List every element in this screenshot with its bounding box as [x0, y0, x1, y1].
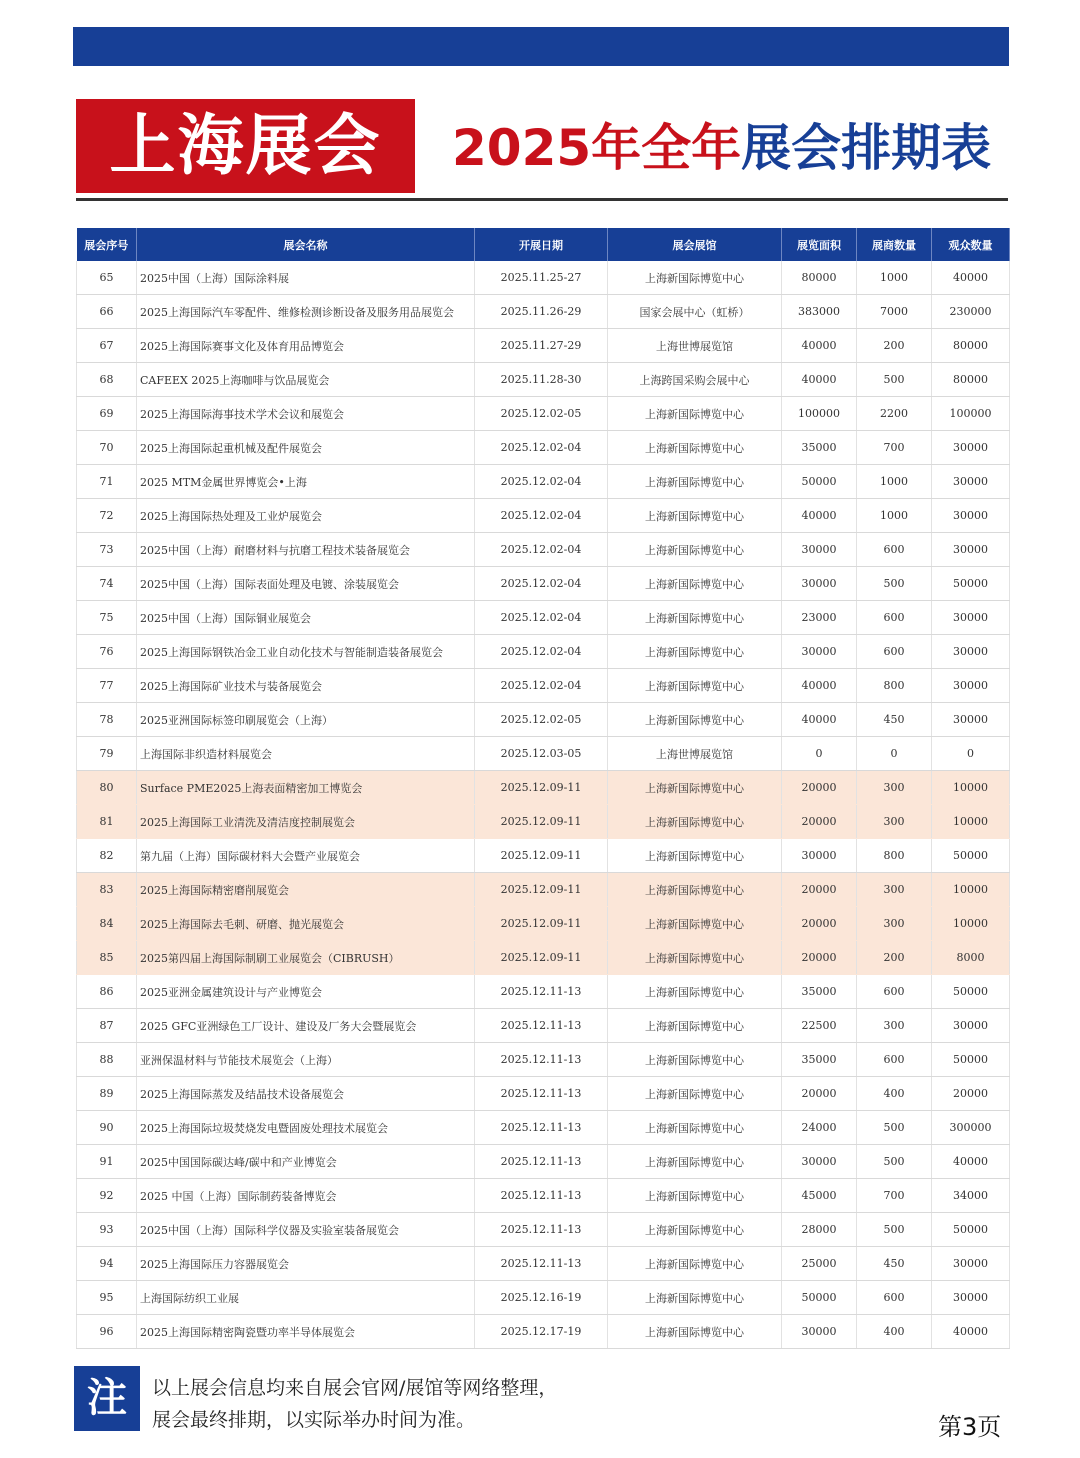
- cell-visitors: 10000: [932, 771, 1010, 805]
- cell-exhibitors: 500: [857, 567, 932, 601]
- cell-visitors: 50000: [932, 839, 1010, 873]
- cell-venue: 上海新国际博览中心: [608, 601, 782, 635]
- cell-name: 第九届（上海）国际碳材料大会暨产业展览会: [137, 839, 475, 873]
- cell-name: 2025第四届上海国际制刷工业展览会（CIBRUSH）: [137, 941, 475, 975]
- table-row: [77, 567, 1010, 601]
- note-text: [152, 1372, 557, 1436]
- cell-date: 2025.12.09-11: [475, 941, 608, 975]
- table-row: [77, 601, 1010, 635]
- cell-name: 2025 MTM金属世界博览会•上海: [137, 465, 475, 499]
- cell-venue: 上海新国际博览中心: [608, 465, 782, 499]
- cell-date: 2025.12.02-04: [475, 669, 608, 703]
- cell-visitors: 8000: [932, 941, 1010, 975]
- cell-date: 2025.12.11-13: [475, 1213, 608, 1247]
- cell-venue: 上海新国际博览中心: [608, 1213, 782, 1247]
- cell-exhibitors: 600: [857, 533, 932, 567]
- cell-no: 90: [77, 1111, 137, 1145]
- table-row: [77, 397, 1010, 431]
- cell-area: 30000: [782, 839, 857, 873]
- cell-visitors: 30000: [932, 431, 1010, 465]
- cell-area: 35000: [782, 1043, 857, 1077]
- cell-area: 20000: [782, 941, 857, 975]
- cell-area: 20000: [782, 771, 857, 805]
- cell-visitors: 50000: [932, 567, 1010, 601]
- cell-name: 2025中国（上海）国际科学仪器及实验室装备展览会: [137, 1213, 475, 1247]
- cell-no: 91: [77, 1145, 137, 1179]
- cell-name: 2025上海国际工业清洗及清洁度控制展览会: [137, 805, 475, 839]
- cell-venue: 上海新国际博览中心: [608, 1043, 782, 1077]
- cell-visitors: 50000: [932, 1043, 1010, 1077]
- cell-name: 2025上海国际压力容器展览会: [137, 1247, 475, 1281]
- cell-exhibitors: 800: [857, 669, 932, 703]
- cell-venue: 上海新国际博览中心: [608, 1111, 782, 1145]
- cell-exhibitors: 600: [857, 601, 932, 635]
- cell-name: 2025中国（上海）国际涂料展: [137, 261, 475, 295]
- cell-area: 28000: [782, 1213, 857, 1247]
- cell-no: 94: [77, 1247, 137, 1281]
- cell-venue: 上海新国际博览中心: [608, 941, 782, 975]
- cell-visitors: 40000: [932, 1145, 1010, 1179]
- col-header-venue: 展会展馆: [608, 228, 782, 261]
- cell-visitors: 100000: [932, 397, 1010, 431]
- cell-no: 68: [77, 363, 137, 397]
- cell-date: 2025.12.02-04: [475, 465, 608, 499]
- cell-name: 2025上海国际赛事文化及体育用品博览会: [137, 329, 475, 363]
- cell-venue: 上海新国际博览中心: [608, 261, 782, 295]
- cell-venue: 国家会展中心（虹桥）: [608, 295, 782, 329]
- cell-area: 50000: [782, 1281, 857, 1315]
- cell-no: 86: [77, 975, 137, 1009]
- cell-visitors: 230000: [932, 295, 1010, 329]
- cell-exhibitors: 700: [857, 1179, 932, 1213]
- col-header-date: 开展日期: [475, 228, 608, 261]
- cell-exhibitors: 600: [857, 635, 932, 669]
- cell-date: 2025.12.16-19: [475, 1281, 608, 1315]
- cell-name: 2025上海国际精密磨削展览会: [137, 873, 475, 907]
- cell-area: 22500: [782, 1009, 857, 1043]
- cell-date: 2025.12.09-11: [475, 907, 608, 941]
- table-row: [77, 1111, 1010, 1145]
- table-row: [77, 431, 1010, 465]
- table-row: [77, 1247, 1010, 1281]
- cell-no: 85: [77, 941, 137, 975]
- cell-date: 2025.12.11-13: [475, 975, 608, 1009]
- note-label: 注: [74, 1366, 140, 1431]
- cell-visitors: 30000: [932, 635, 1010, 669]
- cell-exhibitors: 800: [857, 839, 932, 873]
- exhibition-schedule-table: [76, 228, 1010, 1349]
- cell-area: 20000: [782, 805, 857, 839]
- cell-no: 74: [77, 567, 137, 601]
- cell-no: 76: [77, 635, 137, 669]
- table-row: [77, 1315, 1010, 1349]
- cell-venue: 上海新国际博览中心: [608, 907, 782, 941]
- table-row: [77, 1281, 1010, 1315]
- cell-name: 2025上海国际钢铁冶金工业自动化技术与智能制造装备展览会: [137, 635, 475, 669]
- cell-no: 84: [77, 907, 137, 941]
- col-header-exhibitors: 展商数量: [857, 228, 932, 261]
- cell-visitors: 50000: [932, 975, 1010, 1009]
- cell-exhibitors: 300: [857, 907, 932, 941]
- cell-name: 2025亚洲金属建筑设计与产业博览会: [137, 975, 475, 1009]
- cell-name: 2025 中国（上海）国际制药装备博览会: [137, 1179, 475, 1213]
- cell-no: 80: [77, 771, 137, 805]
- cell-area: 25000: [782, 1247, 857, 1281]
- cell-name: 亚洲保温材料与节能技术展览会（上海）: [137, 1043, 475, 1077]
- cell-area: 40000: [782, 363, 857, 397]
- cell-area: 30000: [782, 1315, 857, 1349]
- cell-no: 73: [77, 533, 137, 567]
- cell-no: 71: [77, 465, 137, 499]
- cell-venue: 上海新国际博览中心: [608, 635, 782, 669]
- cell-area: 23000: [782, 601, 857, 635]
- cell-visitors: 80000: [932, 363, 1010, 397]
- cell-exhibitors: 300: [857, 805, 932, 839]
- table-row: [77, 499, 1010, 533]
- cell-venue: 上海新国际博览中心: [608, 499, 782, 533]
- cell-venue: 上海新国际博览中心: [608, 567, 782, 601]
- cell-name: Surface PME2025上海表面精密加工博览会: [137, 771, 475, 805]
- cell-area: 35000: [782, 431, 857, 465]
- cell-name: 2025上海国际热处理及工业炉展览会: [137, 499, 475, 533]
- cell-no: 78: [77, 703, 137, 737]
- cell-no: 82: [77, 839, 137, 873]
- cell-date: 2025.12.02-05: [475, 397, 608, 431]
- table-row: [77, 737, 1010, 771]
- cell-area: 30000: [782, 533, 857, 567]
- table-row: [77, 1145, 1010, 1179]
- cell-exhibitors: 400: [857, 1077, 932, 1111]
- col-header-visitors: 观众数量: [932, 228, 1010, 261]
- cell-visitors: 80000: [932, 329, 1010, 363]
- cell-date: 2025.12.09-11: [475, 805, 608, 839]
- cell-exhibitors: 300: [857, 771, 932, 805]
- table-row: [77, 533, 1010, 567]
- cell-exhibitors: 500: [857, 1213, 932, 1247]
- cell-visitors: 10000: [932, 805, 1010, 839]
- note-line-1: 以上展会信息均来自展会官网/展馆等网络整理，: [152, 1377, 558, 1399]
- cell-no: 70: [77, 431, 137, 465]
- table-row: [77, 907, 1010, 941]
- cell-date: 2025.11.25-27: [475, 261, 608, 295]
- cell-visitors: 40000: [932, 261, 1010, 295]
- cell-visitors: 10000: [932, 907, 1010, 941]
- cell-no: 95: [77, 1281, 137, 1315]
- table-row: [77, 1009, 1010, 1043]
- cell-date: 2025.12.02-04: [475, 635, 608, 669]
- table-row: [77, 975, 1010, 1009]
- cell-visitors: 0: [932, 737, 1010, 771]
- cell-name: 2025上海国际起重机械及配件展览会: [137, 431, 475, 465]
- cell-exhibitors: 1000: [857, 261, 932, 295]
- cell-date: 2025.11.27-29: [475, 329, 608, 363]
- table-row: [77, 1077, 1010, 1111]
- page-number: 第3页: [938, 1413, 1002, 1441]
- cell-visitors: 30000: [932, 669, 1010, 703]
- cell-date: 2025.12.02-04: [475, 567, 608, 601]
- cell-venue: 上海跨国采购会展中心: [608, 363, 782, 397]
- table-row: [77, 635, 1010, 669]
- cell-area: 40000: [782, 499, 857, 533]
- table-row: [77, 805, 1010, 839]
- cell-exhibitors: 700: [857, 431, 932, 465]
- cell-venue: 上海新国际博览中心: [608, 1145, 782, 1179]
- cell-area: 50000: [782, 465, 857, 499]
- cell-area: 0: [782, 737, 857, 771]
- cell-date: 2025.12.02-04: [475, 499, 608, 533]
- cell-date: 2025.12.02-04: [475, 601, 608, 635]
- cell-area: 30000: [782, 635, 857, 669]
- cell-exhibitors: 200: [857, 329, 932, 363]
- cell-no: 92: [77, 1179, 137, 1213]
- table-row: [77, 1213, 1010, 1247]
- cell-date: 2025.12.11-13: [475, 1009, 608, 1043]
- cell-no: 81: [77, 805, 137, 839]
- cell-venue: 上海新国际博览中心: [608, 1009, 782, 1043]
- cell-exhibitors: 2200: [857, 397, 932, 431]
- cell-venue: 上海新国际博览中心: [608, 805, 782, 839]
- cell-date: 2025.11.28-30: [475, 363, 608, 397]
- cell-no: 67: [77, 329, 137, 363]
- cell-exhibitors: 500: [857, 363, 932, 397]
- cell-venue: 上海新国际博览中心: [608, 873, 782, 907]
- cell-area: 24000: [782, 1111, 857, 1145]
- title-year: 2025年全年: [452, 119, 742, 177]
- cell-venue: 上海新国际博览中心: [608, 1179, 782, 1213]
- table-row: [77, 703, 1010, 737]
- page-title: [452, 112, 991, 184]
- cell-area: 20000: [782, 907, 857, 941]
- cell-visitors: 30000: [932, 465, 1010, 499]
- cell-exhibitors: 300: [857, 873, 932, 907]
- cell-visitors: 30000: [932, 1281, 1010, 1315]
- cell-date: 2025.12.11-13: [475, 1043, 608, 1077]
- cell-date: 2025.12.17-19: [475, 1315, 608, 1349]
- cell-visitors: 10000: [932, 873, 1010, 907]
- cell-name: 2025亚洲国际标签印刷展览会（上海）: [137, 703, 475, 737]
- cell-area: 40000: [782, 669, 857, 703]
- cell-date: 2025.12.11-13: [475, 1145, 608, 1179]
- table-row: [77, 465, 1010, 499]
- cell-no: 93: [77, 1213, 137, 1247]
- cell-venue: 上海新国际博览中心: [608, 1077, 782, 1111]
- col-header-no: 展会序号: [77, 228, 137, 261]
- cell-visitors: 30000: [932, 703, 1010, 737]
- cell-area: 20000: [782, 873, 857, 907]
- cell-area: 80000: [782, 261, 857, 295]
- table-row: [77, 941, 1010, 975]
- cell-date: 2025.12.11-13: [475, 1077, 608, 1111]
- cell-name: 2025上海国际矿业技术与装备展览会: [137, 669, 475, 703]
- cell-venue: 上海新国际博览中心: [608, 669, 782, 703]
- cell-date: 2025.12.09-11: [475, 771, 608, 805]
- cell-area: 40000: [782, 329, 857, 363]
- cell-venue: 上海新国际博览中心: [608, 975, 782, 1009]
- cell-no: 89: [77, 1077, 137, 1111]
- cell-no: 65: [77, 261, 137, 295]
- cell-date: 2025.12.11-13: [475, 1111, 608, 1145]
- cell-visitors: 300000: [932, 1111, 1010, 1145]
- table-row: [77, 329, 1010, 363]
- cell-name: 2025中国（上海）耐磨材料与抗磨工程技术装备展览会: [137, 533, 475, 567]
- cell-name: 上海国际纺织工业展: [137, 1281, 475, 1315]
- cell-area: 100000: [782, 397, 857, 431]
- col-header-area: 展览面积: [782, 228, 857, 261]
- cell-date: 2025.11.26-29: [475, 295, 608, 329]
- cell-venue: 上海新国际博览中心: [608, 771, 782, 805]
- cell-exhibitors: 500: [857, 1111, 932, 1145]
- cell-exhibitors: 600: [857, 975, 932, 1009]
- cell-exhibitors: 400: [857, 1315, 932, 1349]
- cell-exhibitors: 600: [857, 1043, 932, 1077]
- cell-visitors: 34000: [932, 1179, 1010, 1213]
- cell-visitors: 30000: [932, 533, 1010, 567]
- cell-date: 2025.12.02-04: [475, 533, 608, 567]
- table-row: [77, 839, 1010, 873]
- cell-date: 2025.12.09-11: [475, 873, 608, 907]
- col-header-name: 展会名称: [137, 228, 475, 261]
- cell-exhibitors: 500: [857, 1145, 932, 1179]
- cell-no: 87: [77, 1009, 137, 1043]
- cell-area: 30000: [782, 1145, 857, 1179]
- cell-date: 2025.12.03-05: [475, 737, 608, 771]
- cell-no: 83: [77, 873, 137, 907]
- cell-exhibitors: 200: [857, 941, 932, 975]
- cell-area: 383000: [782, 295, 857, 329]
- cell-venue: 上海新国际博览中心: [608, 1281, 782, 1315]
- cell-area: 30000: [782, 567, 857, 601]
- table-row: [77, 771, 1010, 805]
- cell-no: 77: [77, 669, 137, 703]
- table-row: [77, 363, 1010, 397]
- table-row: [77, 295, 1010, 329]
- cell-visitors: 40000: [932, 1315, 1010, 1349]
- cell-venue: 上海新国际博览中心: [608, 1315, 782, 1349]
- table-row: [77, 669, 1010, 703]
- cell-visitors: 30000: [932, 601, 1010, 635]
- cell-visitors: 30000: [932, 1009, 1010, 1043]
- title-divider: [76, 198, 1008, 201]
- table-row: [77, 1043, 1010, 1077]
- cell-venue: 上海世博展览馆: [608, 737, 782, 771]
- cell-name: 2025上海国际蒸发及结晶技术设备展览会: [137, 1077, 475, 1111]
- title-rest: 展会排期表: [741, 119, 992, 177]
- cell-no: 96: [77, 1315, 137, 1349]
- cell-exhibitors: 600: [857, 1281, 932, 1315]
- cell-exhibitors: 1000: [857, 465, 932, 499]
- cell-name: 2025上海国际海事技术学术会议和展览会: [137, 397, 475, 431]
- cell-visitors: 30000: [932, 1247, 1010, 1281]
- cell-date: 2025.12.11-13: [475, 1247, 608, 1281]
- note-line-2: 展会最终排期，以实际举办时间为准。: [152, 1409, 476, 1431]
- cell-exhibitors: 1000: [857, 499, 932, 533]
- cell-area: 45000: [782, 1179, 857, 1213]
- cell-exhibitors: 7000: [857, 295, 932, 329]
- cell-no: 75: [77, 601, 137, 635]
- cell-area: 20000: [782, 1077, 857, 1111]
- brand-title: 上海展会: [76, 99, 415, 193]
- cell-no: 66: [77, 295, 137, 329]
- cell-venue: 上海新国际博览中心: [608, 533, 782, 567]
- table-header-row: [77, 228, 1010, 261]
- cell-venue: 上海新国际博览中心: [608, 1247, 782, 1281]
- table-row: [77, 873, 1010, 907]
- cell-exhibitors: 0: [857, 737, 932, 771]
- cell-name: 2025上海国际垃圾焚烧发电暨固废处理技术展览会: [137, 1111, 475, 1145]
- cell-name: 2025中国（上海）国际表面处理及电镀、涂装展览会: [137, 567, 475, 601]
- cell-name: 2025上海国际精密陶瓷暨功率半导体展览会: [137, 1315, 475, 1349]
- cell-area: 35000: [782, 975, 857, 1009]
- cell-name: 2025上海国际去毛刺、研磨、抛光展览会: [137, 907, 475, 941]
- table-row: [77, 261, 1010, 295]
- cell-name: 2025上海国际汽车零配件、维修检测诊断设备及服务用品展览会: [137, 295, 475, 329]
- cell-venue: 上海新国际博览中心: [608, 397, 782, 431]
- cell-no: 72: [77, 499, 137, 533]
- cell-visitors: 20000: [932, 1077, 1010, 1111]
- cell-exhibitors: 450: [857, 703, 932, 737]
- top-banner-bar: [73, 27, 1009, 66]
- cell-exhibitors: 450: [857, 1247, 932, 1281]
- cell-area: 40000: [782, 703, 857, 737]
- cell-date: 2025.12.02-04: [475, 431, 608, 465]
- cell-venue: 上海世博展览馆: [608, 329, 782, 363]
- cell-no: 88: [77, 1043, 137, 1077]
- cell-venue: 上海新国际博览中心: [608, 703, 782, 737]
- cell-venue: 上海新国际博览中心: [608, 431, 782, 465]
- cell-date: 2025.12.02-05: [475, 703, 608, 737]
- cell-visitors: 50000: [932, 1213, 1010, 1247]
- cell-name: 2025中国（上海）国际铜业展览会: [137, 601, 475, 635]
- cell-exhibitors: 300: [857, 1009, 932, 1043]
- cell-name: 2025中国国际碳达峰/碳中和产业博览会: [137, 1145, 475, 1179]
- cell-no: 79: [77, 737, 137, 771]
- cell-date: 2025.12.11-13: [475, 1179, 608, 1213]
- cell-visitors: 30000: [932, 499, 1010, 533]
- cell-name: 2025 GFC亚洲绿色工厂设计、建设及厂务大会暨展览会: [137, 1009, 475, 1043]
- cell-venue: 上海新国际博览中心: [608, 839, 782, 873]
- cell-date: 2025.12.09-11: [475, 839, 608, 873]
- cell-name: CAFEEX 2025上海咖啡与饮品展览会: [137, 363, 475, 397]
- cell-no: 69: [77, 397, 137, 431]
- table-row: [77, 1179, 1010, 1213]
- cell-name: 上海国际非织造材料展览会: [137, 737, 475, 771]
